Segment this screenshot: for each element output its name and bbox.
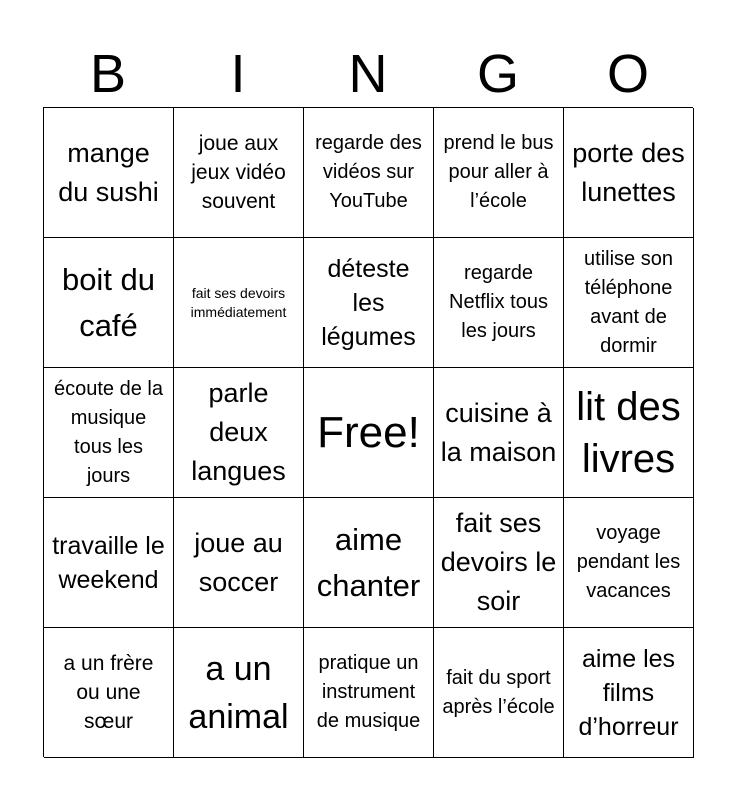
cell-text: pratique un instrument de musique — [316, 652, 421, 732]
bingo-header — [43, 40, 693, 108]
cell-text: fait du sport après l’école — [442, 666, 555, 718]
free-space-text: Free! — [317, 407, 420, 457]
header-letter-n: N — [348, 44, 388, 104]
cell-text: aime les films d’horreur — [578, 644, 679, 741]
bingo-cell[interactable] — [304, 498, 434, 628]
bingo-cell[interactable] — [434, 628, 564, 758]
header-letter-i: I — [230, 44, 246, 104]
cell-text: voyage pendant les vacances — [576, 522, 681, 602]
bingo-cell[interactable] — [304, 628, 434, 758]
bingo-cell[interactable] — [564, 628, 694, 758]
bingo-cell[interactable] — [174, 498, 304, 628]
cell-text: prend le bus pour aller à l’école — [443, 132, 554, 212]
header-letter-g: G — [476, 44, 519, 104]
cell-text: porte des lunettes — [572, 137, 685, 207]
bingo-cell[interactable] — [44, 368, 174, 498]
bingo-cell[interactable] — [434, 498, 564, 628]
cell-text: fait ses devoirs immédiatement — [190, 284, 287, 320]
cell-text: utilise son téléphone avant de dormir — [584, 247, 673, 357]
bingo-cell[interactable] — [434, 108, 564, 238]
bingo-cell[interactable] — [564, 238, 694, 368]
cell-text: écoute de la musique tous les jours — [54, 377, 163, 487]
bingo-cell[interactable] — [174, 368, 304, 498]
bingo-cell[interactable] — [434, 368, 564, 498]
header-letter-o: O — [606, 44, 649, 104]
cell-text: regarde Netflix tous les jours — [449, 262, 548, 342]
bingo-cell-free[interactable] — [304, 368, 434, 498]
bingo-cell[interactable] — [304, 238, 434, 368]
bingo-cell[interactable] — [434, 238, 564, 368]
bingo-cell[interactable] — [564, 108, 694, 238]
cell-text: mange du sushi — [58, 137, 159, 207]
bingo-cell[interactable] — [174, 628, 304, 758]
cell-text: lit des livres — [576, 384, 681, 481]
cell-text: a un animal — [188, 649, 289, 736]
cell-text: joue aux jeux vidéo souvent — [191, 132, 286, 213]
bingo-cell[interactable] — [44, 108, 174, 238]
bingo-cell[interactable] — [174, 238, 304, 368]
bingo-cell[interactable] — [44, 628, 174, 758]
cell-text: travaille le weekend — [52, 531, 165, 594]
cell-text: regarde des vidéos sur YouTube — [315, 132, 422, 212]
bingo-cell[interactable] — [304, 108, 434, 238]
cell-text: déteste les légumes — [321, 254, 416, 351]
cell-text: boit du café — [61, 261, 156, 343]
bingo-cell[interactable] — [44, 498, 174, 628]
cell-text: fait ses devoirs le soir — [440, 508, 557, 616]
bingo-card-grid — [43, 107, 693, 757]
cell-text: cuisine à la maison — [440, 397, 557, 467]
cell-text: aime chanter — [316, 521, 421, 603]
bingo-cell[interactable] — [564, 368, 694, 498]
bingo-cell[interactable] — [44, 238, 174, 368]
cell-text: a un frère ou une sœur — [63, 652, 154, 733]
bingo-cell[interactable] — [564, 498, 694, 628]
cell-text: parle deux langues — [191, 378, 286, 486]
bingo-cell[interactable] — [174, 108, 304, 238]
cell-text: joue au soccer — [194, 527, 283, 597]
header-letter-b: B — [89, 44, 127, 104]
